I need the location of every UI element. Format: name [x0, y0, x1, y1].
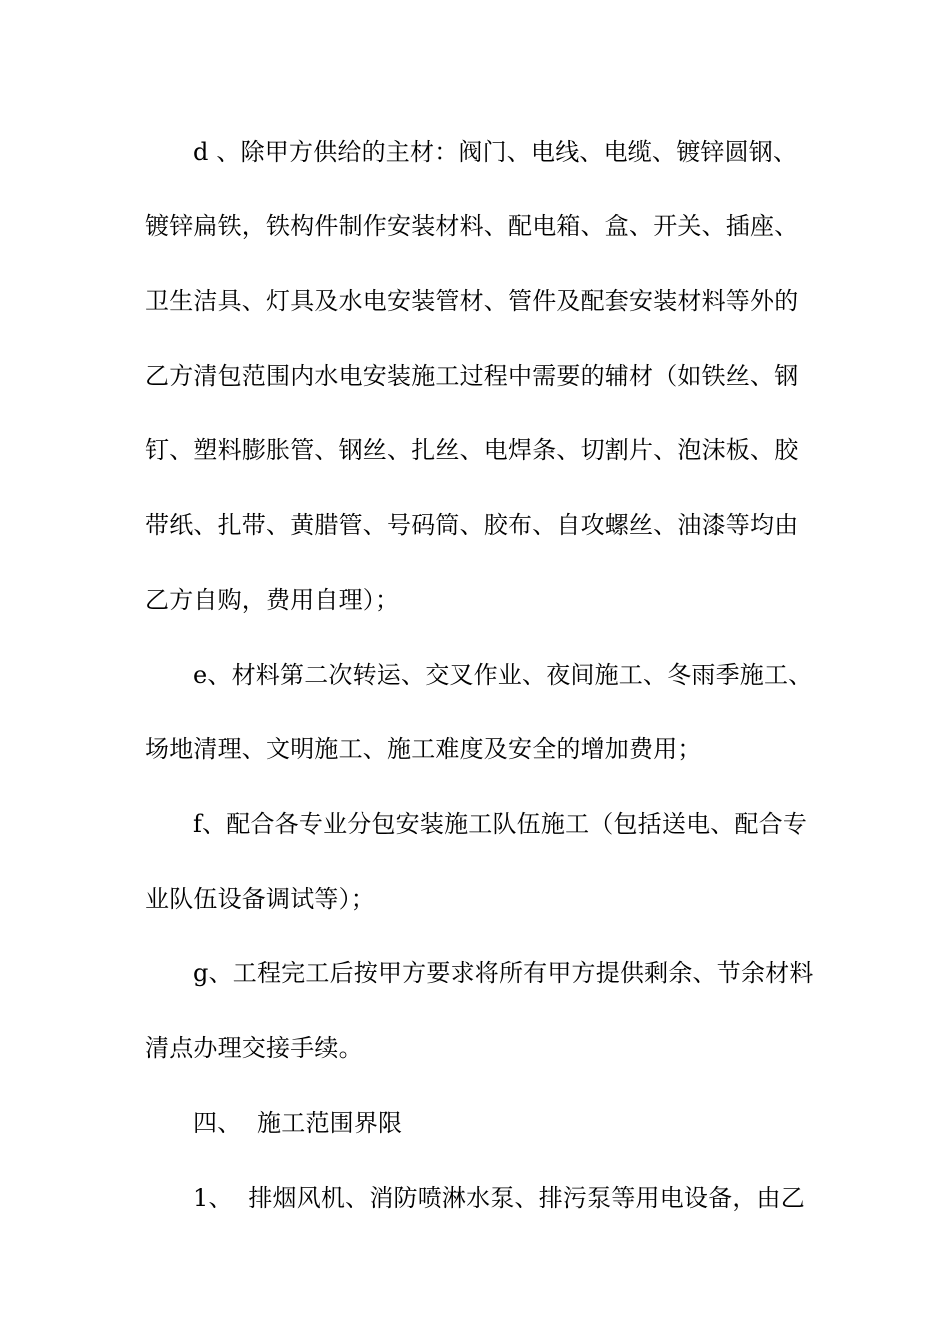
- paragraph-d-line-1: d 、除甲方供给的主材：阀门、电线、电缆、镀锌圆钢、: [193, 138, 798, 166]
- paragraph-f-line-2: 业队伍设备调试等）；: [145, 885, 375, 913]
- section-heading: 四、 施工范围界限: [193, 1109, 403, 1137]
- paragraph-g-line-1: g、工程完工后按甲方要求将所有甲方提供剩余、节余材料: [193, 959, 814, 987]
- paragraph-f-line-1: f、配合各专业分包安装施工队伍施工（包括送电、配合专: [193, 810, 808, 838]
- paragraph-d-line-3: 卫生洁具、灯具及水电安装管材、管件及配套安装材料等外的: [145, 287, 799, 315]
- paragraph-e-line-2: 场地清理、文明施工、施工难度及安全的增加费用；: [145, 735, 702, 763]
- item-1-line-1: 1、 排烟风机、消防喷淋水泵、排污泵等用电设备，由乙: [193, 1184, 805, 1212]
- paragraph-e-line-1: e、材料第二次转运、交叉作业、夜间施工、冬雨季施工、: [193, 661, 813, 689]
- paragraph-d-line-4: 乙方清包范围内水电安装施工过程中需要的辅材（如铁丝、钢: [145, 362, 799, 390]
- paragraph-d-line-7: 乙方自购，费用自理）；: [145, 586, 400, 614]
- paragraph-g-line-2: 清点办理交接手续。: [145, 1034, 363, 1062]
- paragraph-d-line-6: 带纸、扎带、黄腊管、号码筒、胶布、自攻螺丝、油漆等均由: [145, 511, 799, 539]
- paragraph-d-line-5: 钉、塑料膨胀管、钢丝、扎丝、电焊条、切割片、泡沫板、胶: [145, 436, 799, 464]
- paragraph-d-line-2: 镀锌扁铁，铁构件制作安装材料、配电箱、盒、开关、插座、: [145, 212, 799, 240]
